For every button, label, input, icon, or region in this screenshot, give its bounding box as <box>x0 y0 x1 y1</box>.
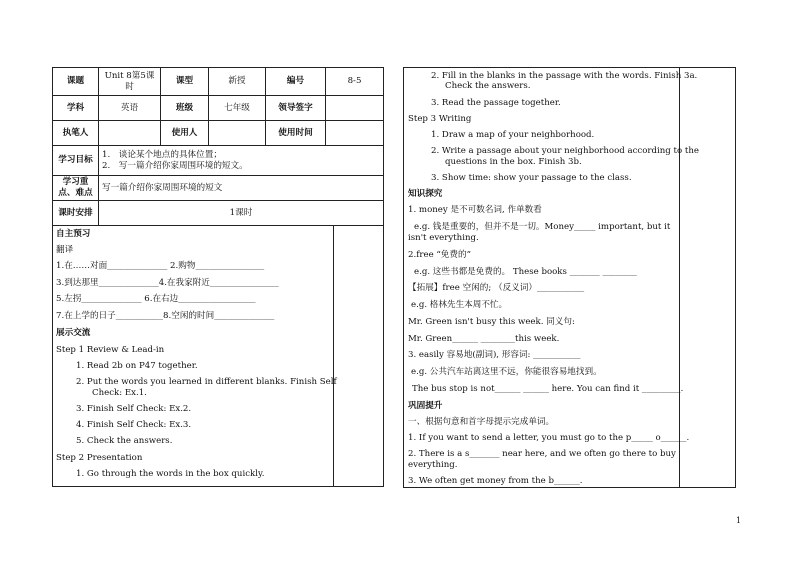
text-line: 2.free “免费的” <box>408 250 471 260</box>
text-line: 翻译 <box>56 245 74 255</box>
text-line: 1.在……对面______________ 2.购物________________ <box>56 261 265 271</box>
text-line: 【拓展】free 空闲的; （反义词）___________ <box>408 283 585 293</box>
label-goals: 学习目标 <box>53 146 99 176</box>
section-heading: 展示交流 <box>56 328 91 338</box>
text-line: The bus stop is not______ ______ here. You can find it _________. <box>412 384 684 394</box>
label-key-points: 学习重点、难点 <box>53 176 99 201</box>
goal-item: 2. 写一篇介绍你家周围环境的短文。 <box>102 160 248 171</box>
page-number: 1 <box>736 516 742 525</box>
text-line: e.g. 钱是重要的，但并不是一切。Money_____ important, but it <box>414 222 671 232</box>
label-signature: 领导签字 <box>266 96 326 121</box>
goals-cell <box>99 146 384 176</box>
text-line: 5. Check the answers. <box>76 436 173 446</box>
label-time: 课时安排 <box>53 201 99 226</box>
text-line: 3. Show time: show your passage to the class. <box>431 173 632 183</box>
section-heading: 巩固提升 <box>408 401 443 411</box>
text-line: 2. There is a s_______ near here, and we often go there to buy <box>408 449 676 459</box>
usage-time-cell <box>326 121 384 146</box>
text-line: Step 1 Review & Lead-in <box>56 345 165 355</box>
text-line: questions in the box. Finish 3b. <box>445 157 582 167</box>
text-line: 1. Draw a map of your neighborhood. <box>431 130 595 140</box>
text-line: e.g. 这些书都是免费的。 These books _______ ________ <box>414 267 637 277</box>
label-topic: 课题 <box>53 68 99 96</box>
text-line: 1. Go through the words in the box quickly. <box>76 469 265 479</box>
text-line: 3. We often get money from the b______. <box>408 476 583 486</box>
text-line: Check: Ex.1. <box>92 388 147 398</box>
text-line: 2. Fill in the blanks in the passage with the words. Finish 3a. <box>431 71 698 81</box>
text-line: 3. Read the passage together. <box>431 98 561 108</box>
section-heading: 知识探究 <box>408 189 443 199</box>
text-line: Mr. Green______ ________this week. <box>408 334 560 344</box>
topic-value: Unit 8第5课时 <box>99 68 161 96</box>
time-value: 1课时 <box>99 201 384 226</box>
text-line: Step 2 Presentation <box>56 453 143 463</box>
label-author: 执笔人 <box>53 121 99 146</box>
text-line: 1. If you want to send a letter, you must go to the p_____ o______. <box>408 433 690 443</box>
text-line: 7.在上学的日子___________8.空闲的时间______________ <box>56 311 275 321</box>
text-line: 2. Put the words you learned in different blanks. Finish Self <box>76 377 337 387</box>
text-line: 1. Read 2b on P47 together. <box>76 361 198 371</box>
text-line: everything. <box>408 460 458 470</box>
text-line: 3. easily 容易地(副词), 形容词: ___________ <box>408 350 581 360</box>
text-line: Step 3 Writing <box>408 114 472 124</box>
class-value: 七年级 <box>209 96 266 121</box>
lesson-info-table <box>52 67 384 226</box>
column-divider <box>679 68 680 487</box>
text-line: 一、根据句意和首字母提示完成单词。 <box>408 417 555 427</box>
label-subject: 学科 <box>53 96 99 121</box>
label-user: 使用人 <box>161 121 209 146</box>
subject-value: 英语 <box>99 96 161 121</box>
text-line: 3. Finish Self Check: Ex.2. <box>76 404 192 414</box>
type-value: 新授 <box>209 68 266 96</box>
label-class: 班级 <box>161 96 209 121</box>
label-number: 编号 <box>266 68 326 96</box>
text-line: 5.左拐______________ 6.在右边__________________ <box>56 294 256 304</box>
text-line: e.g. 公共汽车站离这里不远，你能很容易地找到。 <box>411 367 602 377</box>
text-line: isn't everything. <box>408 233 479 243</box>
text-line: 4. Finish Self Check: Ex.3. <box>76 420 192 430</box>
label-type: 课型 <box>161 68 209 96</box>
section-heading: 自主预习 <box>56 229 91 239</box>
key-points-value: 写一篇介绍你家周围环境的短文 <box>99 176 384 201</box>
number-value: 8-5 <box>326 68 384 96</box>
user-cell <box>209 121 266 146</box>
signature-cell <box>326 96 384 121</box>
text-line: Check the answers. <box>445 81 531 91</box>
text-line: 1. money 是不可数名词, 作单数看 <box>408 205 542 215</box>
label-usage-time: 使用时间 <box>266 121 326 146</box>
goal-item: 1. 谈论某个地点的具体位置； <box>102 149 222 160</box>
text-line: 2. Write a passage about your neighborhood according to the <box>431 146 699 156</box>
author-cell <box>99 121 161 146</box>
text-line: 3.到达那里______________4.在我家附近________________ <box>56 278 279 288</box>
text-line: e.g. 格林先生本周不忙。 <box>411 300 508 310</box>
text-line: Mr. Green isn't busy this week. 同义句: <box>408 317 575 327</box>
column-divider <box>333 226 334 486</box>
